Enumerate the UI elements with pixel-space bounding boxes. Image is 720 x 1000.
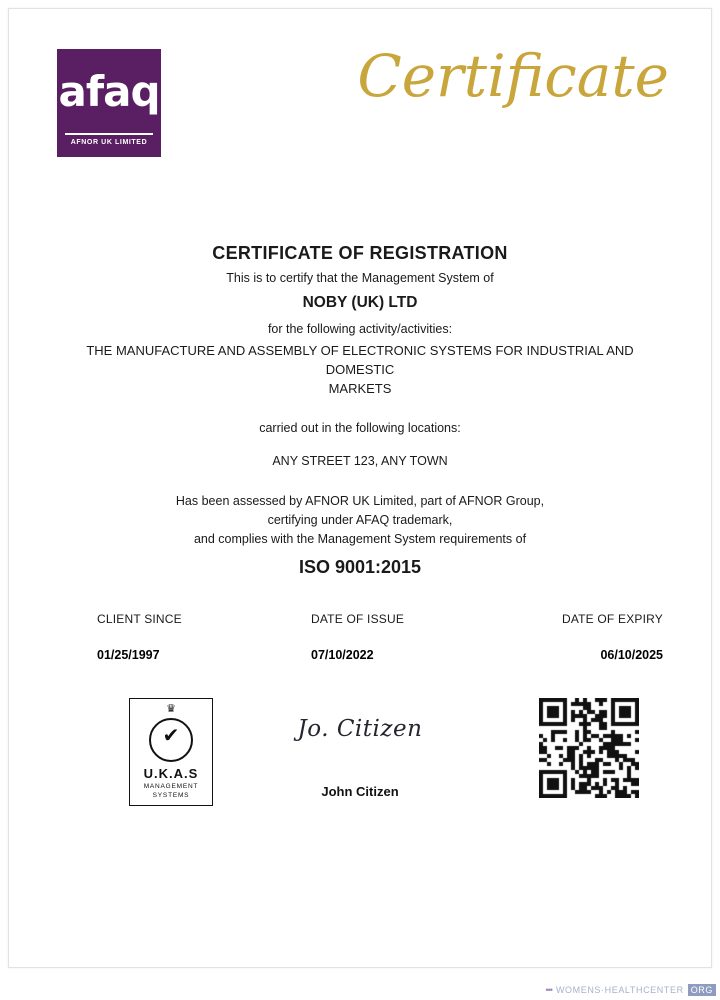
assessment-line-3: and complies with the Management System requirements of — [193, 532, 527, 547]
watermark-dots-icon: ••• — [545, 985, 552, 995]
activity-line-3: MARKETS — [328, 380, 392, 396]
afaq-logo-wordmark: afaq — [58, 67, 160, 116]
client-since-label: CLIENT SINCE — [97, 611, 182, 626]
activity-line-2: DOMESTIC — [325, 361, 395, 377]
assessment-line-2: certifying under AFAQ trademark, — [267, 512, 453, 527]
afaq-logo-subtitle: AFNOR UK LIMITED — [70, 139, 148, 146]
afaq-logo-divider — [65, 133, 153, 135]
crown-icon: ♛ — [166, 702, 176, 715]
page-title: CERTIFICATE OF REGISTRATION — [212, 243, 508, 263]
assessment-line-1: Has been assessed by AFNOR UK Limited, part of AFNOR Group, — [175, 493, 545, 508]
location-address: ANY STREET 123, ANY TOWN — [272, 453, 448, 468]
certificate-wordmark: Certificate — [357, 42, 669, 110]
certificate-body — [9, 243, 711, 578]
certificate-sheet — [8, 8, 712, 968]
activity-line-1: THE MANUFACTURE AND ASSEMBLY OF ELECTRONIC SYSTEMS FOR INDUSTRIAL AND — [86, 343, 634, 358]
ukas-sub-management: MANAGEMENT — [143, 782, 199, 790]
date-of-issue-label: DATE OF ISSUE — [311, 611, 405, 626]
locations-label: carried out in the following locations: — [259, 420, 461, 435]
company-name: NOBY (UK) LTD — [302, 294, 418, 311]
footer-marks — [9, 698, 711, 898]
standard-name: ISO 9001:2015 — [298, 556, 422, 577]
date-of-issue-value: 07/10/2022 — [311, 647, 374, 662]
ukas-label: U.K.A.S — [143, 765, 199, 781]
dates-row — [9, 612, 711, 668]
date-of-expiry-value: 06/10/2025 — [600, 647, 663, 662]
qr-code — [539, 698, 639, 798]
ukas-sub-systems: SYSTEMS — [152, 791, 190, 799]
client-since-value: 01/25/1997 — [97, 647, 160, 662]
assessment-statement — [9, 492, 711, 550]
signature-name: John Citizen — [321, 783, 399, 799]
date-of-expiry-label: DATE OF EXPIRY — [561, 611, 663, 626]
checkmark-icon: ✔ — [162, 724, 180, 747]
watermark-text: WOMENS·HEALTHCENTER — [555, 985, 684, 995]
date-of-expiry-column — [562, 612, 663, 662]
watermark-org-badge: ORG — [688, 984, 716, 996]
activity-description — [9, 342, 711, 399]
activity-label: for the following activity/activities: — [267, 322, 453, 336]
date-of-issue-column — [311, 612, 404, 662]
certify-line: This is to certify that the Management System of — [226, 271, 494, 285]
signature-script: Jo. Citizen — [297, 715, 423, 742]
watermark — [545, 984, 716, 996]
qr-code-canvas — [539, 698, 639, 798]
client-since-column — [97, 612, 182, 662]
afaq-logo — [57, 49, 161, 157]
certificate-header — [9, 9, 711, 169]
